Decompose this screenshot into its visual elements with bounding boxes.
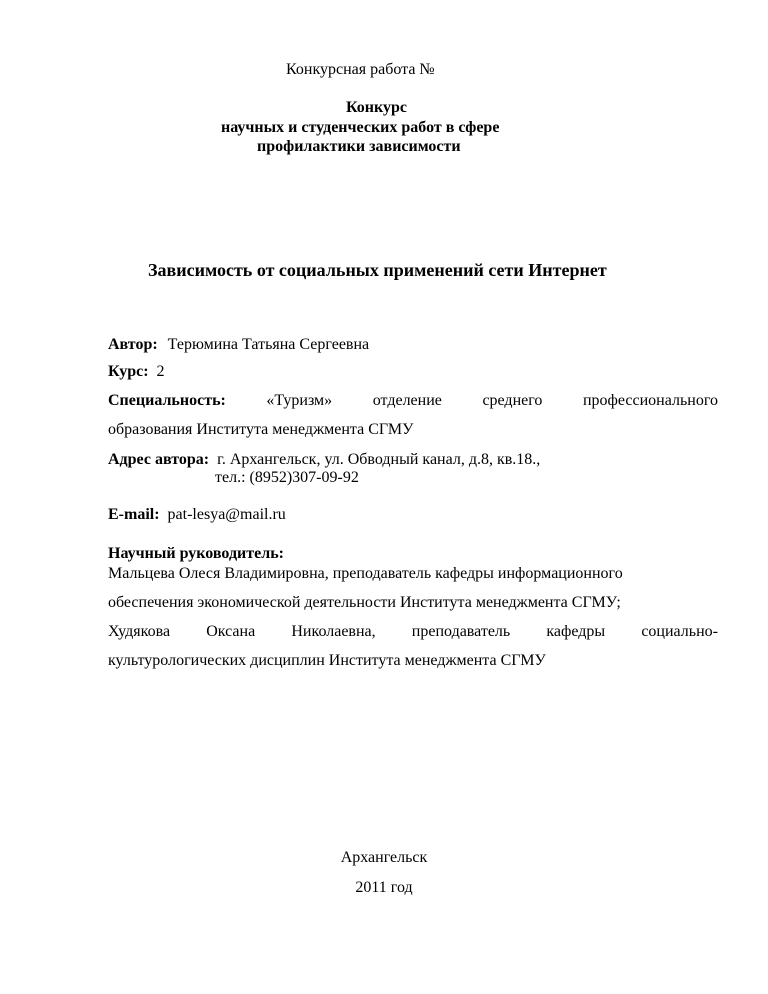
email-row [108, 505, 286, 525]
specialty-word: отделение [372, 392, 442, 409]
supervisor-line: обеспечения экономической деятельности Института менеджмента СГМУ; [108, 594, 621, 611]
course-value: 2 [156, 363, 165, 380]
email-label: E-mail: [108, 506, 160, 523]
specialty-word: «Туризм» [266, 392, 333, 409]
supervisor-word: Оксана [206, 623, 256, 640]
specialty-word: среднего [482, 392, 543, 409]
supervisor-word: преподаватель [411, 623, 511, 640]
contest-subheading-line2: профилактики зависимости [257, 138, 461, 155]
address-phone: тел.: (8952)307-09-92 [215, 469, 359, 486]
supervisor-word: Худякова [108, 623, 171, 640]
address-value: г. Архангельск, ул. Обводный канал, д.8, кв.18., [217, 451, 541, 468]
specialty-row [108, 391, 718, 411]
specialty-continuation: образования Института менеджмента СГМУ [108, 421, 414, 438]
supervisor-word: кафедры [546, 623, 606, 640]
address-label: Адрес автора: [108, 451, 210, 468]
address-row [108, 450, 540, 470]
document-title: Зависимость от социальных применений сети Интернет [148, 260, 607, 280]
course-label: Курс: [108, 363, 149, 380]
supervisor-label: Научный руководитель: [108, 545, 284, 562]
course-row [108, 362, 165, 382]
competition-number: Конкурсная работа № [286, 61, 435, 78]
author-value: Терюмина Татьяна Сергеевна [167, 336, 370, 353]
email-value: pat-lesya@mail.ru [167, 506, 286, 523]
supervisor-word: Николаевна, [291, 623, 376, 640]
specialty-label: Специальность: [108, 392, 226, 409]
supervisor-line: Мальцева Олеся Владимировна, преподаватель кафедры информационного [108, 565, 623, 582]
supervisor-line: культурологических дисциплин Института менеджмента СГМУ [108, 652, 546, 669]
supervisor-justified-line [108, 622, 718, 642]
contest-subheading-line1: научных и студенческих работ в сфере [221, 119, 500, 136]
contest-heading: Конкурс [346, 99, 408, 116]
supervisor-word: социально- [641, 623, 718, 640]
author-row [108, 335, 369, 355]
specialty-word: профессионального [582, 392, 718, 409]
author-label: Автор: [108, 336, 158, 353]
footer-city: Архангельск [340, 849, 428, 866]
footer-year: 2011 год [355, 879, 413, 896]
